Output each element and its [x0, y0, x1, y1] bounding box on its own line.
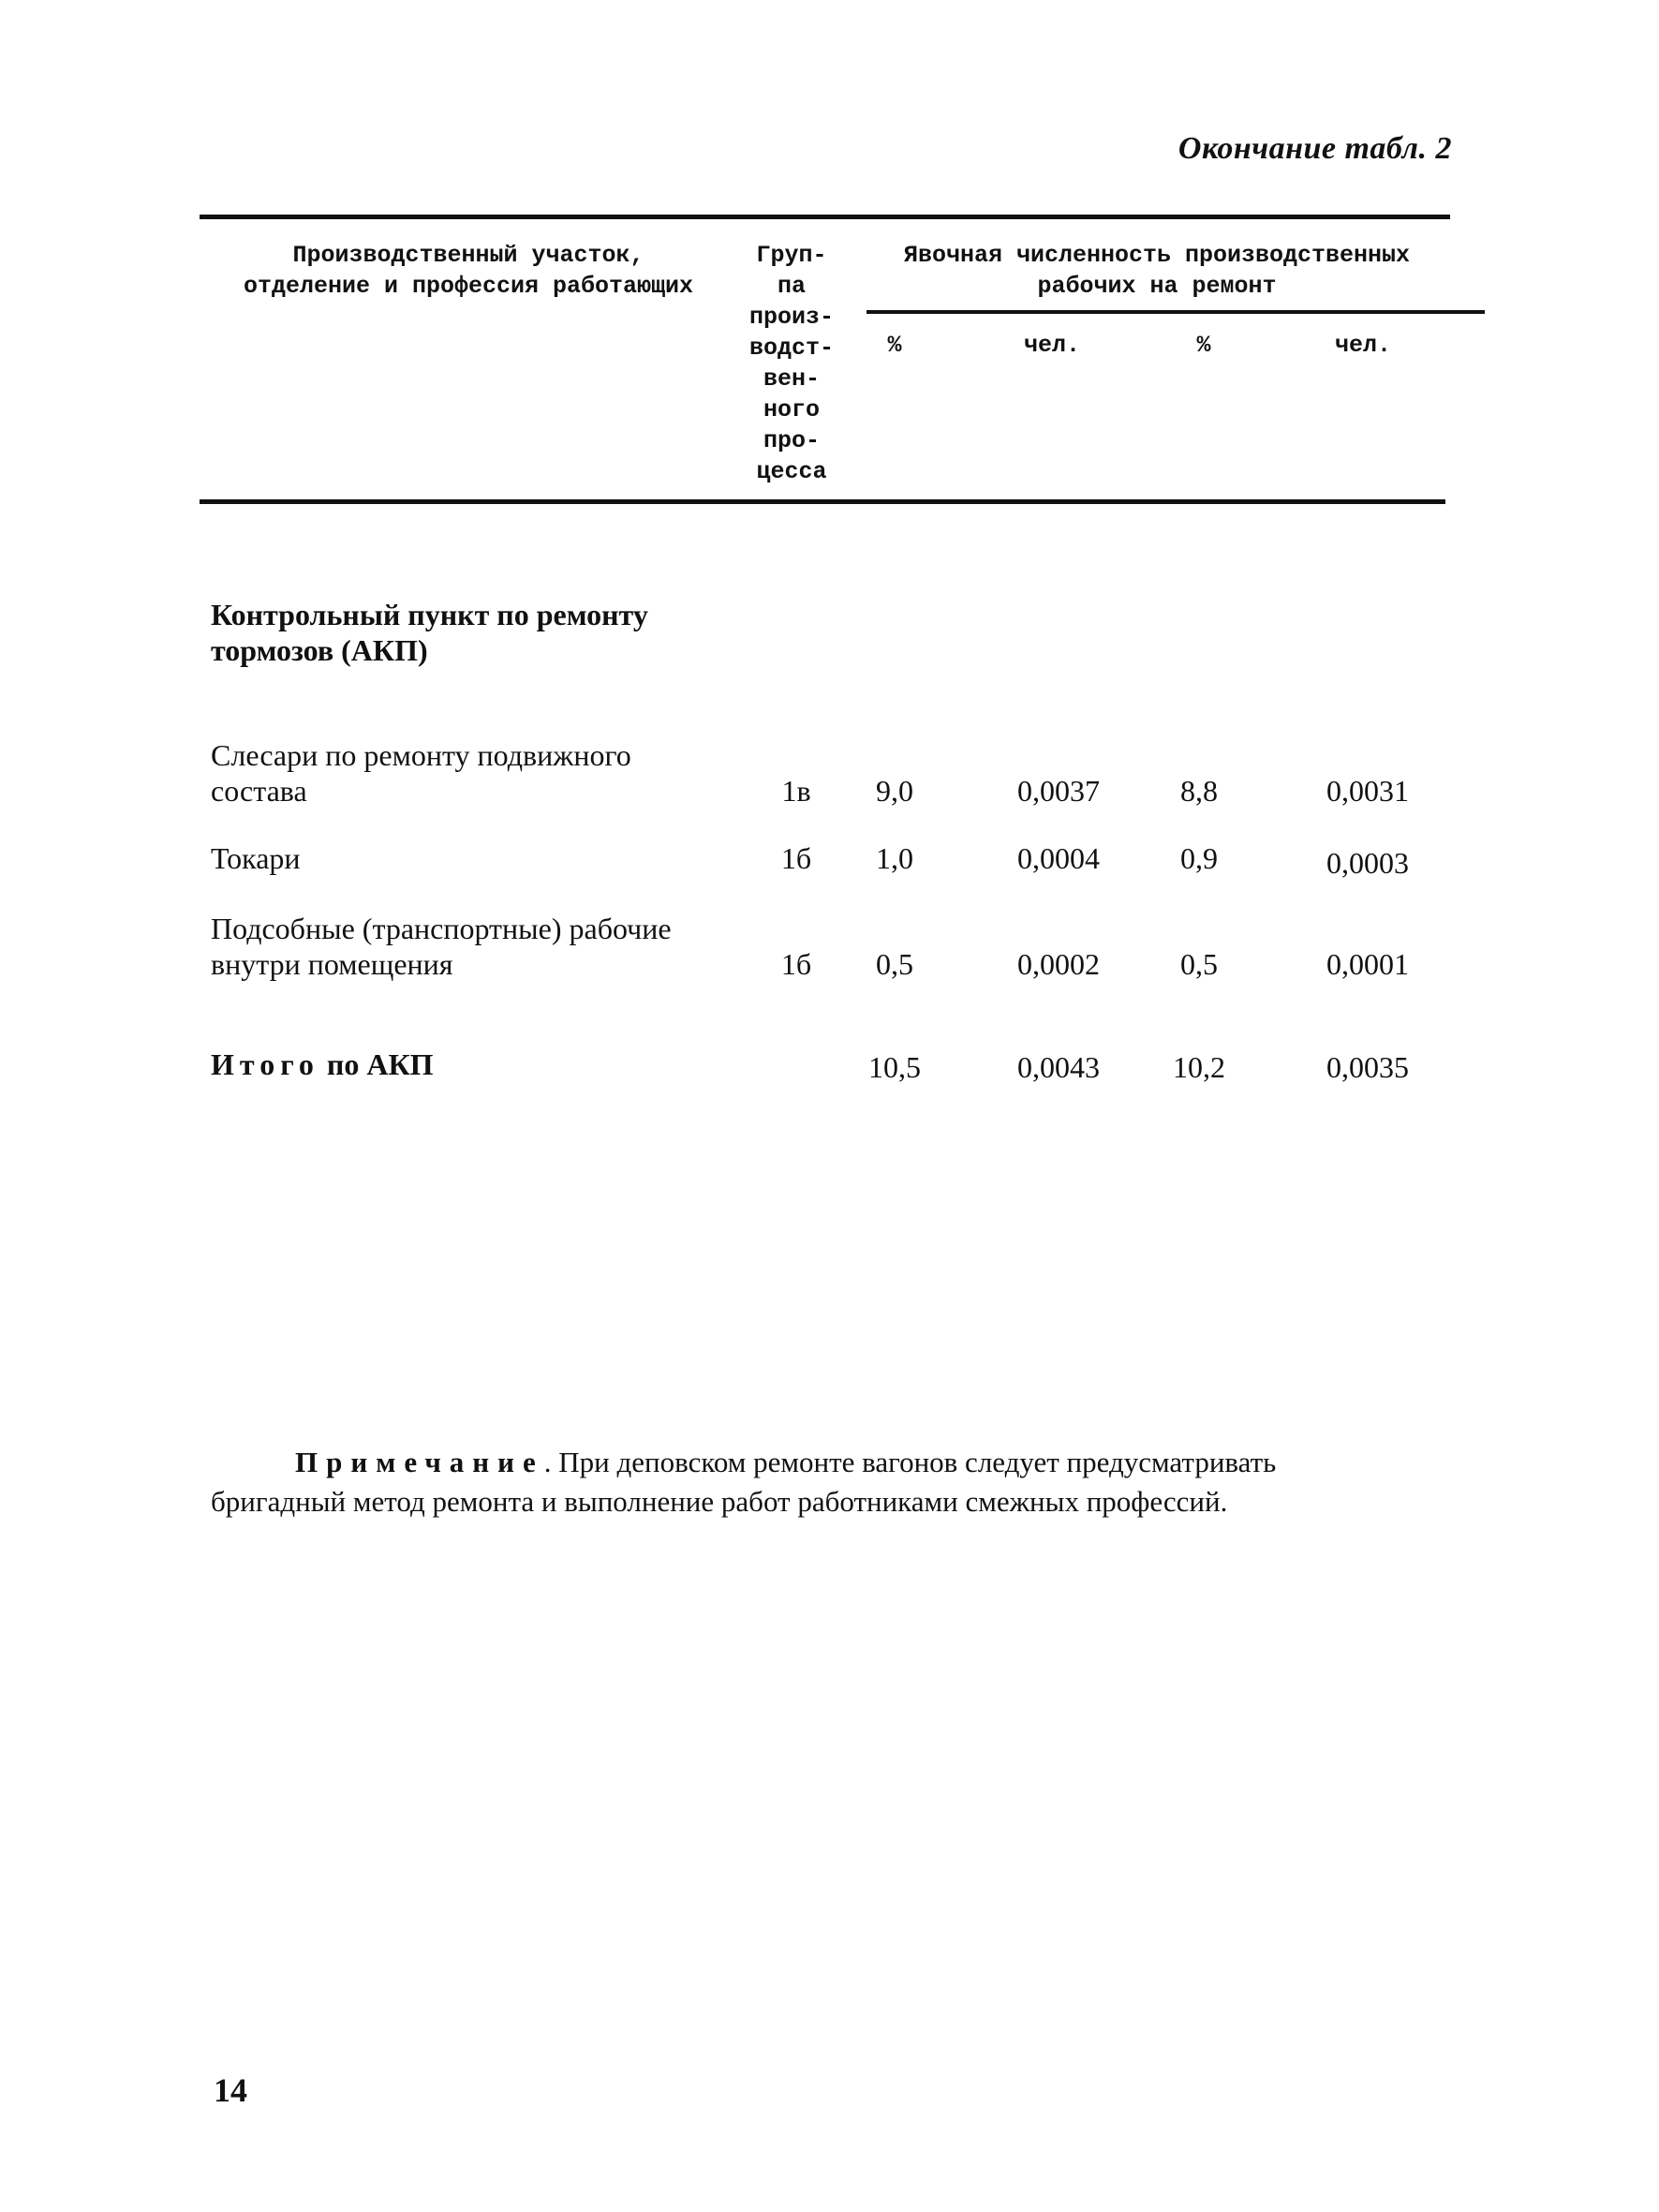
- header-text-line: Явочная численность производственных: [903, 242, 1411, 269]
- footnote-line: [211, 1443, 1466, 1482]
- header-bottom-rule: [200, 499, 1445, 504]
- header-text-line: па: [777, 273, 806, 300]
- footnote-line: бригадный метод ремонта и выполнение работ работниками смежных профессий.: [211, 1485, 1228, 1518]
- header-percent-1: %: [887, 332, 902, 359]
- header-text-line: Производственный участок,: [292, 242, 644, 269]
- cell-group: 1б: [780, 841, 812, 875]
- row-name-line: Токари: [211, 841, 301, 875]
- row-name: [211, 911, 672, 982]
- header-text-line: отделение и профессия работающих: [243, 273, 694, 300]
- cell-percent-1: 9,0: [876, 774, 913, 808]
- section-title-line: Контрольный пункт по ремонту: [211, 598, 648, 631]
- row-name: [211, 737, 631, 809]
- header-percent-2: %: [1196, 332, 1211, 359]
- cell-percent-2: 0,5: [1180, 947, 1218, 981]
- cell-percent-1: 0,5: [876, 947, 913, 981]
- cell-people-2: 0,0003: [1326, 846, 1409, 880]
- table-continuation-caption: Окончание табл. 2: [1178, 131, 1452, 166]
- page-number: 14: [214, 2071, 247, 2109]
- header-people-1: чел.: [1023, 332, 1080, 359]
- total-people-2: 0,0035: [1326, 1050, 1409, 1084]
- header-text-line: цесса: [756, 458, 827, 485]
- row-name-line: внутри помещения: [211, 947, 453, 981]
- cell-people-2: 0,0031: [1326, 774, 1409, 808]
- total-percent-1: 10,5: [868, 1050, 921, 1084]
- cell-people-1: 0,0037: [1017, 774, 1100, 808]
- row-name-line: состава: [211, 774, 307, 808]
- cell-group: 1в: [781, 774, 811, 808]
- section-title: [211, 597, 648, 668]
- header-text-line: Груп-: [756, 242, 827, 269]
- header-people-2: чел.: [1334, 332, 1391, 359]
- total-people-1: 0,0043: [1017, 1050, 1100, 1084]
- total-percent-2: 10,2: [1173, 1050, 1225, 1084]
- header-text-line: ного: [763, 396, 820, 423]
- total-label-spaced: Итого: [211, 1047, 319, 1081]
- row-name: [211, 840, 301, 876]
- footnote: [211, 1443, 1466, 1522]
- header-text-line: произ-: [748, 304, 834, 331]
- footnote-label: Примечание: [295, 1446, 544, 1478]
- header-text-line: рабочих на ремонт: [1037, 273, 1277, 300]
- total-label: [211, 1047, 434, 1082]
- cell-people-2: 0,0001: [1326, 947, 1409, 981]
- total-label-rest: по АКП: [326, 1047, 434, 1081]
- header-group-column: [735, 240, 848, 487]
- cell-people-1: 0,0002: [1017, 947, 1100, 981]
- cell-people-1: 0,0004: [1017, 841, 1100, 875]
- header-divider-rule: [867, 310, 1485, 314]
- header-attendance-column: [848, 240, 1466, 302]
- header-text-line: про-: [763, 427, 820, 454]
- row-name-line: Подсобные (транспортные) рабочие: [211, 912, 672, 945]
- section-title-line: тормозов (АКП): [211, 633, 428, 667]
- row-name-line: Слесари по ремонту подвижного: [211, 738, 631, 772]
- footnote-text: . При деповском ремонте вагонов следует предусматривать: [543, 1446, 1277, 1478]
- header-text-line: водст-: [748, 334, 834, 362]
- cell-percent-2: 0,9: [1180, 841, 1218, 875]
- table-top-rule: [200, 215, 1450, 219]
- header-section-column: [192, 240, 745, 302]
- cell-percent-2: 8,8: [1180, 774, 1218, 808]
- cell-group: 1б: [780, 947, 812, 981]
- header-text-line: вен-: [763, 365, 820, 393]
- cell-percent-1: 1,0: [876, 841, 913, 875]
